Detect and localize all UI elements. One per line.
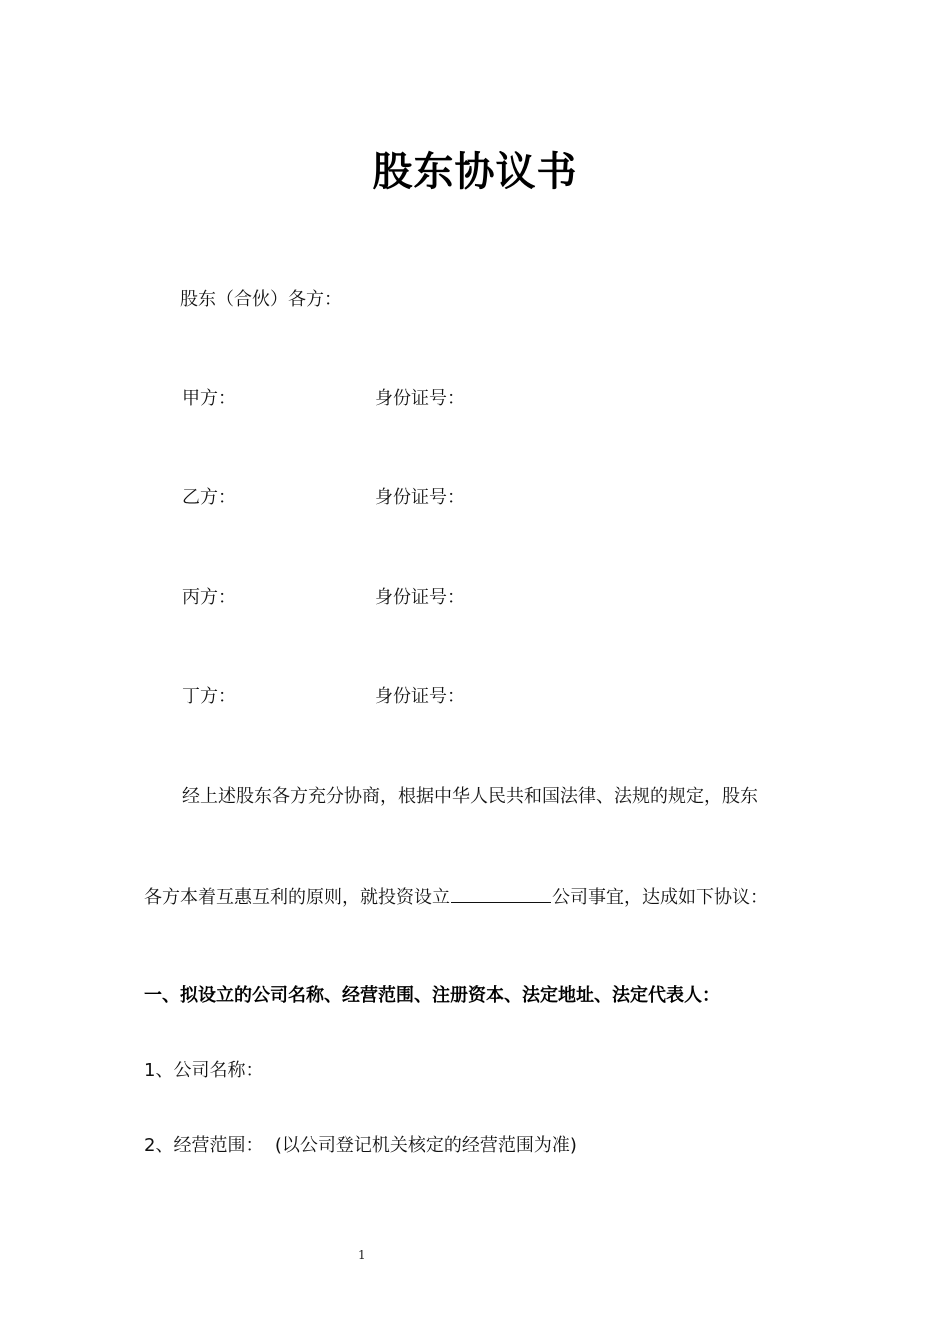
section-1-heading: 一、拟设立的公司名称、经营范围、注册资本、法定地址、法定代表人： — [144, 985, 720, 1006]
preamble-line-1: 经上述股东各方充分协商，根据中华人民共和国法律、法规的规定，股东 — [182, 786, 758, 807]
party-d-id-label: 身份证号： — [375, 686, 465, 707]
party-c-label: 丙方： — [182, 587, 236, 608]
party-a-label: 甲方： — [182, 388, 236, 409]
company-name-blank — [451, 884, 551, 903]
party-b-id-label: 身份证号： — [375, 487, 465, 508]
preamble-line-2-start: 各方本着互惠互利的原则，就投资设立 — [144, 887, 450, 908]
item-2-business-scope: 2、经营范围： (以公司登记机关核定的经营范围为准) — [144, 1135, 577, 1156]
preamble-line-2 — [144, 884, 768, 910]
document-title: 股东协议书 — [372, 149, 578, 195]
item-1-company-name: 1、公司名称： — [144, 1060, 264, 1081]
party-a-id-label: 身份证号： — [375, 388, 465, 409]
parties-intro: 股东（合伙）各方： — [180, 289, 342, 310]
party-b-label: 乙方： — [182, 487, 236, 508]
page-number: 1 — [358, 1248, 366, 1262]
party-d-label: 丁方： — [182, 686, 236, 707]
preamble-line-2-end: 公司事宜，达成如下协议： — [552, 887, 768, 908]
party-c-id-label: 身份证号： — [375, 587, 465, 608]
